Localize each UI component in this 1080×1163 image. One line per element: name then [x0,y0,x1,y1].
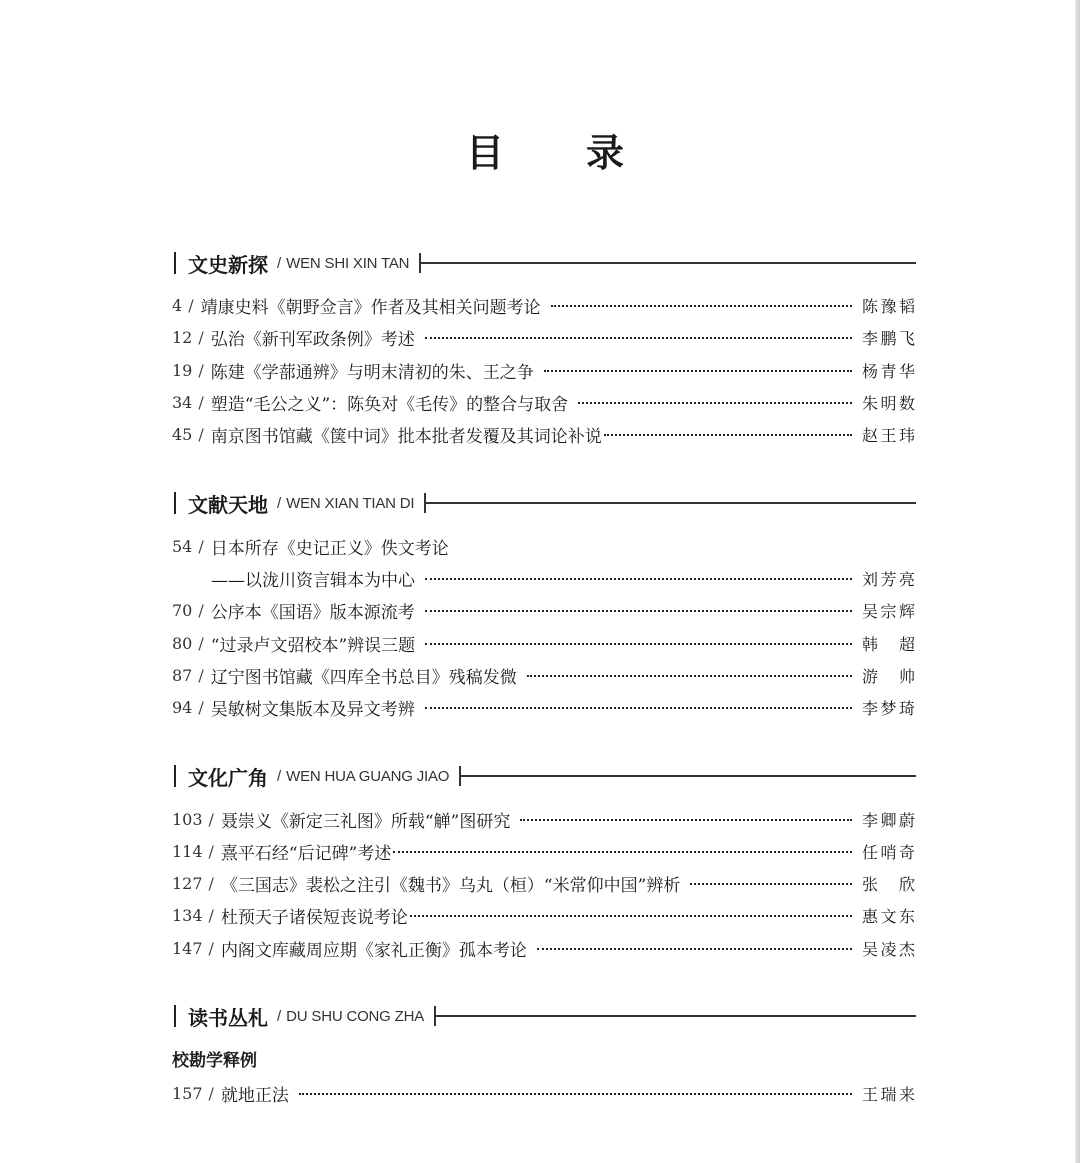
entry-page-number: 80 [172,633,193,653]
section-slash: / [277,254,282,272]
toc-entry[interactable] [172,1080,916,1106]
entry-leader-dots [551,305,852,307]
entry-leader-dots [425,610,852,612]
section-bar [174,1005,176,1027]
entry-title: 南京图书馆藏《箧中词》批本批者发覆及其词论补说 [210,426,602,447]
section-bar [174,252,176,274]
entry-author: 杨青华 [862,361,916,381]
entry-author: 惠文东 [862,906,916,926]
entry-separator: / [198,392,204,412]
section-header-wen-hua-guang-jiao [174,761,916,791]
entry-leader-dots [425,707,852,709]
entry-title: 就地正法 [220,1085,289,1106]
section-rule [419,253,916,273]
section-slash: / [277,1007,282,1025]
entry-separator: / [188,295,194,315]
entry-separator: / [198,327,204,347]
entry-author: 张 欣 [862,874,916,894]
section-bar [174,765,176,787]
toc-entry[interactable] [172,389,916,415]
entry-page-number: 34 [172,392,193,412]
entry-author: 李鹏飞 [862,328,916,348]
entry-author: 赵王玮 [862,425,916,445]
entry-separator: / [208,938,214,958]
section-title-en: WEN SHI XIN TAN [286,254,410,272]
entry-page-number: 147 [172,938,203,958]
toc-entry[interactable] [172,292,916,318]
entry-title: 辽宁图书馆藏《四库全书总目》残稿发微 [210,667,517,688]
entry-page-number: 157 [172,1083,203,1103]
entry-leader-dots [425,643,852,645]
entry-author: 任哨奇 [862,842,916,862]
entry-leader-dots [604,434,852,436]
section-slash: / [277,767,282,785]
entry-author: 刘芳亮 [862,569,916,589]
toc-entry[interactable] [172,630,916,656]
entry-page-number: 70 [172,600,193,620]
toc-entry-continuation[interactable] [172,565,916,591]
entry-separator: / [198,360,204,380]
entry-subtitle: ——以泷川资言辑本为中心 [211,570,415,591]
entry-author: 李梦琦 [862,698,916,718]
entry-author: 韩 超 [862,634,916,654]
entry-leader-dots [544,370,852,372]
entry-separator: / [198,536,204,556]
section-title-en: WEN HUA GUANG JIAO [286,767,450,785]
entry-separator: / [198,424,204,444]
entry-leader-dots [578,402,852,404]
page-title-char-1: 目 [466,131,505,175]
entry-title: “过录卢文弨校本”辨误三题 [210,635,416,656]
entry-page-number: 134 [172,905,203,925]
entry-leader-dots [393,851,852,853]
toc-entry[interactable] [172,838,916,864]
section-title-cn: 文史新探 [188,252,268,277]
column-subheading: 校勘学释例 [172,1051,257,1071]
entry-page-number: 127 [172,873,203,893]
entry-title: 公序本《国语》版本源流考 [210,602,415,623]
toc-entry[interactable] [172,870,916,896]
section-slash: / [277,494,282,512]
entry-page-number: 19 [172,360,193,380]
toc-entry[interactable] [172,597,916,623]
toc-entry[interactable] [172,902,916,928]
entry-leader-dots [299,1093,852,1095]
entry-separator: / [208,905,214,925]
entry-page-number: 54 [172,536,193,556]
entry-page-number: 4 [172,295,183,315]
entry-page-number: 45 [172,424,193,444]
entry-title: 聂崇义《新定三礼图》所载“觯”图研究 [220,811,511,832]
section-title-cn: 文献天地 [188,492,268,517]
section-title-cn: 读书丛札 [188,1005,268,1030]
entry-title: 陈建《学蔀通辨》与明末清初的朱、王之争 [210,362,534,383]
section-title-en: DU SHU CONG ZHA [286,1007,425,1025]
section-header-wen-xian-tian-di [174,488,916,518]
entry-title: 靖康史料《朝野佥言》作者及其相关问题考论 [200,297,541,318]
entry-leader-dots [410,915,852,917]
section-rule [459,766,916,786]
toc-entry[interactable] [172,357,916,383]
section-title-cn: 文化广角 [188,765,268,790]
entry-leader-dots [520,819,852,821]
entry-page-number: 94 [172,697,193,717]
entry-separator: / [208,841,214,861]
toc-entry[interactable] [172,694,916,720]
entry-title: 内阁文库藏周应期《家礼正衡》孤本考论 [220,940,527,961]
entry-author: 朱明数 [862,393,916,413]
entry-separator: / [198,665,204,685]
entry-title: 《三国志》裴松之注引《魏书》乌丸（桓）“米常仰中国”辨析 [220,875,681,896]
entry-author: 游 帅 [862,666,916,686]
section-header-du-shu-cong-zha [174,1001,916,1031]
entry-leader-dots [690,883,852,885]
entry-separator: / [208,873,214,893]
entry-author: 吴凌杰 [862,939,916,959]
toc-entry[interactable] [172,421,916,447]
entry-separator: / [198,633,204,653]
toc-entry[interactable] [172,324,916,350]
entry-leader-dots [537,948,852,950]
entry-leader-dots [425,337,852,339]
toc-entry[interactable] [172,662,916,688]
page-edge-shadow [1075,0,1080,1163]
section-rule [424,493,916,513]
section-header-wen-shi-xin-tan [174,248,916,278]
entry-author: 李卿蔚 [862,810,916,830]
entry-separator: / [208,809,214,829]
entry-page-number: 114 [172,841,203,861]
toc-entry[interactable] [172,533,916,559]
entry-separator: / [208,1083,214,1103]
entry-page-number: 103 [172,809,203,829]
entry-page-number: 12 [172,327,193,347]
entry-leader-dots [527,675,852,677]
toc-entry[interactable] [172,935,916,961]
toc-entry[interactable] [172,806,916,832]
section-title-en: WEN XIAN TIAN DI [286,494,415,512]
entry-title: 塑造“毛公之义”：陈奂对《毛传》的整合与取舍 [210,394,569,415]
section-rule [434,1006,916,1026]
entry-author: 王瑞来 [862,1084,916,1104]
entry-separator: / [198,600,204,620]
entry-separator: / [198,697,204,717]
entry-page-number: 87 [172,665,193,685]
page-title-char-2: 录 [586,131,625,175]
entry-title: 杜预天子诸侯短丧说考论 [220,907,408,928]
entry-author: 吴宗辉 [862,601,916,621]
entry-author: 陈豫韬 [862,296,916,316]
entry-title: 弘治《新刊军政条例》考述 [210,329,415,350]
entry-title: 熹平石经“后记碑”考述 [220,843,392,864]
entry-title: 日本所存《史记正义》佚文考论 [210,538,449,559]
section-bar [174,492,176,514]
entry-title: 吴敏树文集版本及异文考辨 [210,699,415,720]
entry-leader-dots [425,578,852,580]
